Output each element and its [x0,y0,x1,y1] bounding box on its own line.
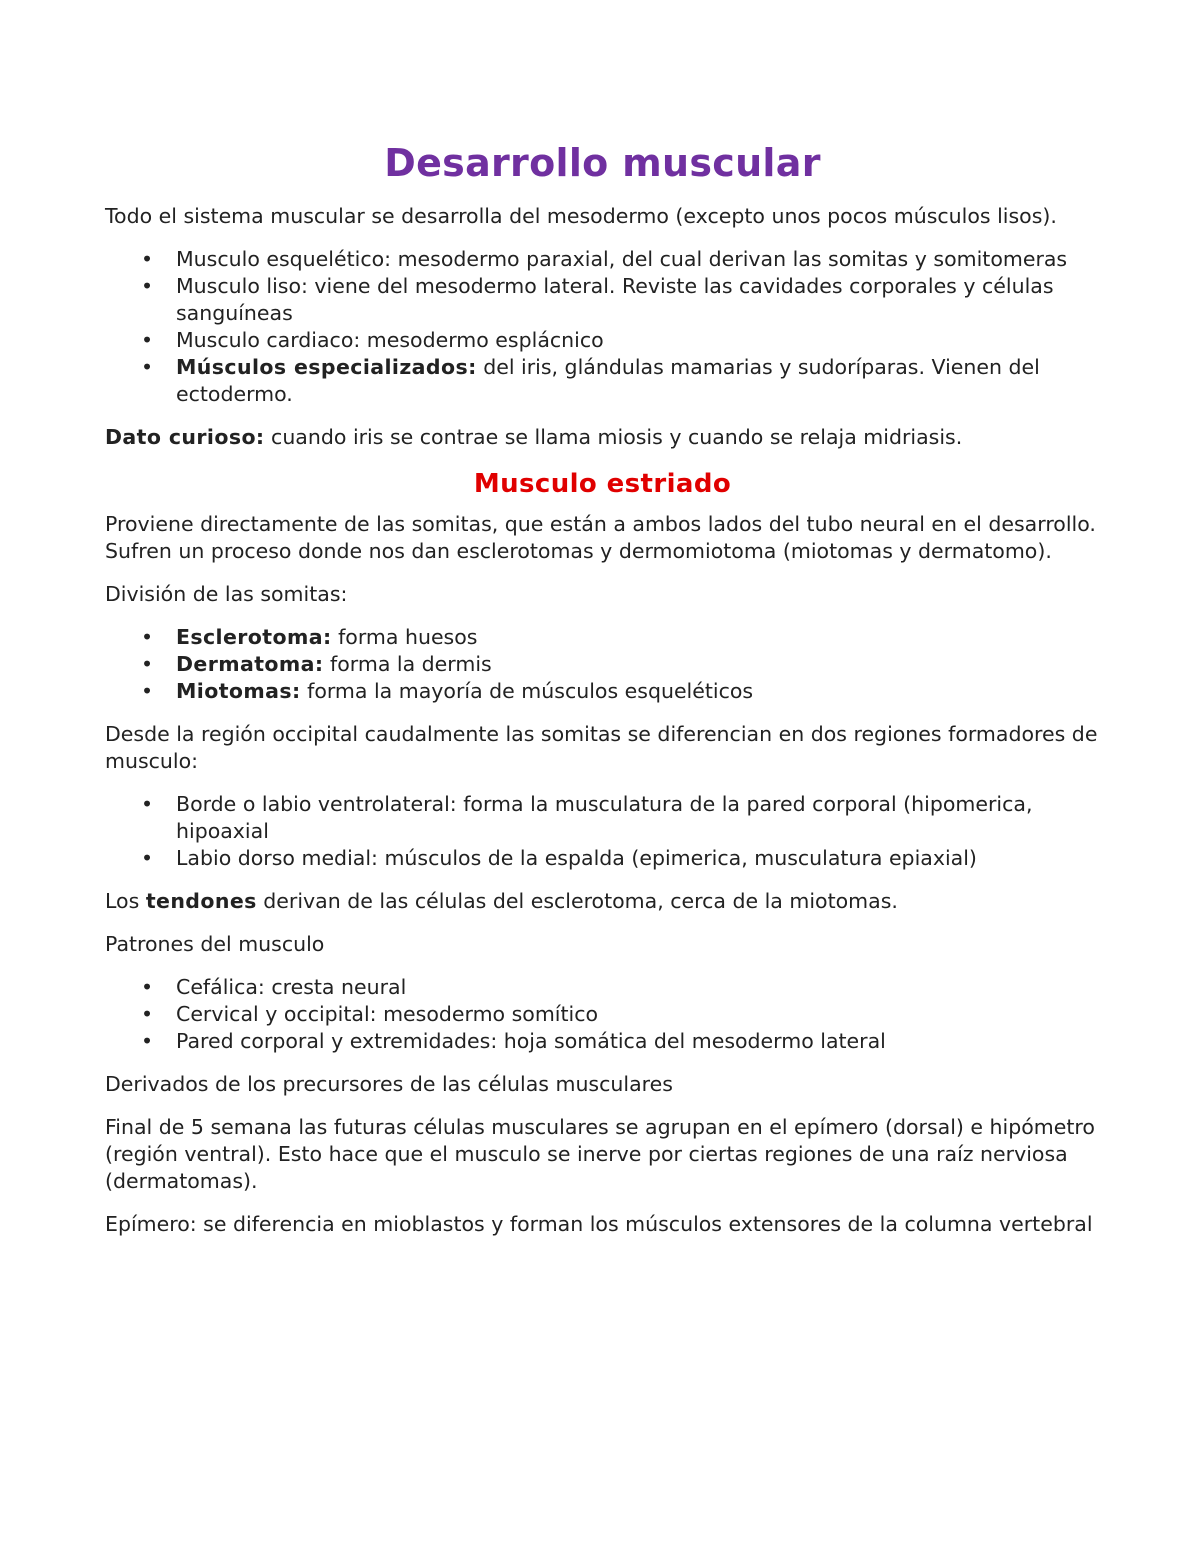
bullet-icon: • [141,274,154,298]
bullet-icon: • [141,1029,154,1053]
section-intro-paragraph: Proviene directamente de las somitas, que están a ambos lados del tubo neural en el desarrollo. Sufren un proceso donde nos dan esclerotomas y dermomiotoma (miotomas y dermatomo). [105,512,1096,563]
page-title: Desarrollo muscular [384,141,821,185]
list-item [105,845,1100,872]
list-item-text: Labio dorso medial: músculos de la espalda (epimerica, musculatura epiaxial) [176,846,977,870]
list-item-term: Miotomas: [176,679,301,703]
list-item-text: Cervical y occipital: mesodermo somítico [176,1002,599,1026]
patterns-list [105,974,1100,1055]
bullet-icon: • [141,652,154,676]
bullet-icon: • [141,625,154,649]
list-item [105,273,1100,327]
fun-fact-text: cuando iris se contrae se llama miosis y cuando se relaja midriasis. [264,425,963,449]
bullet-icon: • [141,975,154,999]
list-item-text: Pared corporal y extremidades: hoja somática del mesodermo lateral [176,1029,886,1053]
list-item-text: forma huesos [331,625,478,649]
bullet-icon: • [141,792,154,816]
division-list [105,624,1100,705]
fun-fact-label: Dato curioso: [105,425,265,449]
epimero-paragraph: Epímero: se diferencia en mioblastos y forman los músculos extensores de la columna vertebral [105,1212,1093,1236]
patterns-heading: Patrones del musculo [105,932,325,956]
list-item-term: Músculos especializados: [176,355,477,379]
list-item [105,651,1100,678]
derivatives-paragraph: Final de 5 semana las futuras células musculares se agrupan en el epímero (dorsal) e hipómetro (región ventral). Esto hace que el musculo se inerve por ciertas regiones de una raíz nerviosa (dermatomas). [105,1115,1095,1193]
list-item-term: Esclerotoma: [176,625,332,649]
bullet-icon: • [141,679,154,703]
list-item [105,1028,1100,1055]
list-item [105,624,1100,651]
list-item [105,678,1100,705]
tendons-text-after: derivan de las células del esclerotoma, cerca de la miotomas. [256,889,898,913]
list-item [105,791,1100,845]
tendons-paragraph [105,888,1100,915]
tendons-term: tendones [145,889,257,913]
list-item-text: Borde o labio ventrolateral: forma la musculatura de la pared corporal (hipomerica, hipoaxial [176,792,1033,843]
list-item-text: Musculo liso: viene del mesodermo lateral. Reviste las cavidades corporales y células sanguíneas [176,274,1054,325]
list-item [105,327,1100,354]
bullet-icon: • [141,846,154,870]
list-item-text: Musculo esquelético: mesodermo paraxial, del cual derivan las somitas y somitomeras [176,247,1068,271]
derivatives-heading: Derivados de los precursores de las células musculares [105,1072,673,1096]
fun-fact-paragraph [105,424,1100,451]
list-item-text: forma la mayoría de músculos esqueléticos [300,679,754,703]
bullet-icon: • [141,355,154,379]
section-title: Musculo estriado [473,469,732,499]
bullet-icon: • [141,1002,154,1026]
list-item [105,354,1100,408]
list-item-text: forma la dermis [323,652,492,676]
list-item-text: Musculo cardiaco: mesodermo esplácnico [176,328,604,352]
list-item-text: Cefálica: cresta neural [176,975,407,999]
list-item [105,974,1100,1001]
occipital-paragraph: Desde la región occipital caudalmente las somitas se diferencian en dos regiones formadores de musculo: [105,722,1098,773]
list-item [105,1001,1100,1028]
muscle-types-list [105,246,1100,408]
regions-list [105,791,1100,872]
list-item [105,246,1100,273]
bullet-icon: • [141,328,154,352]
intro-paragraph: Todo el sistema muscular se desarrolla del mesodermo (excepto unos pocos músculos lisos). [105,204,1057,228]
list-item-text: del iris, glándulas mamarias y sudoríparas. Vienen del ectodermo. [176,355,1040,406]
division-heading: División de las somitas: [105,582,348,606]
list-item-term: Dermatoma: [176,652,324,676]
bullet-icon: • [141,247,154,271]
tendons-text-before: Los [105,889,146,913]
